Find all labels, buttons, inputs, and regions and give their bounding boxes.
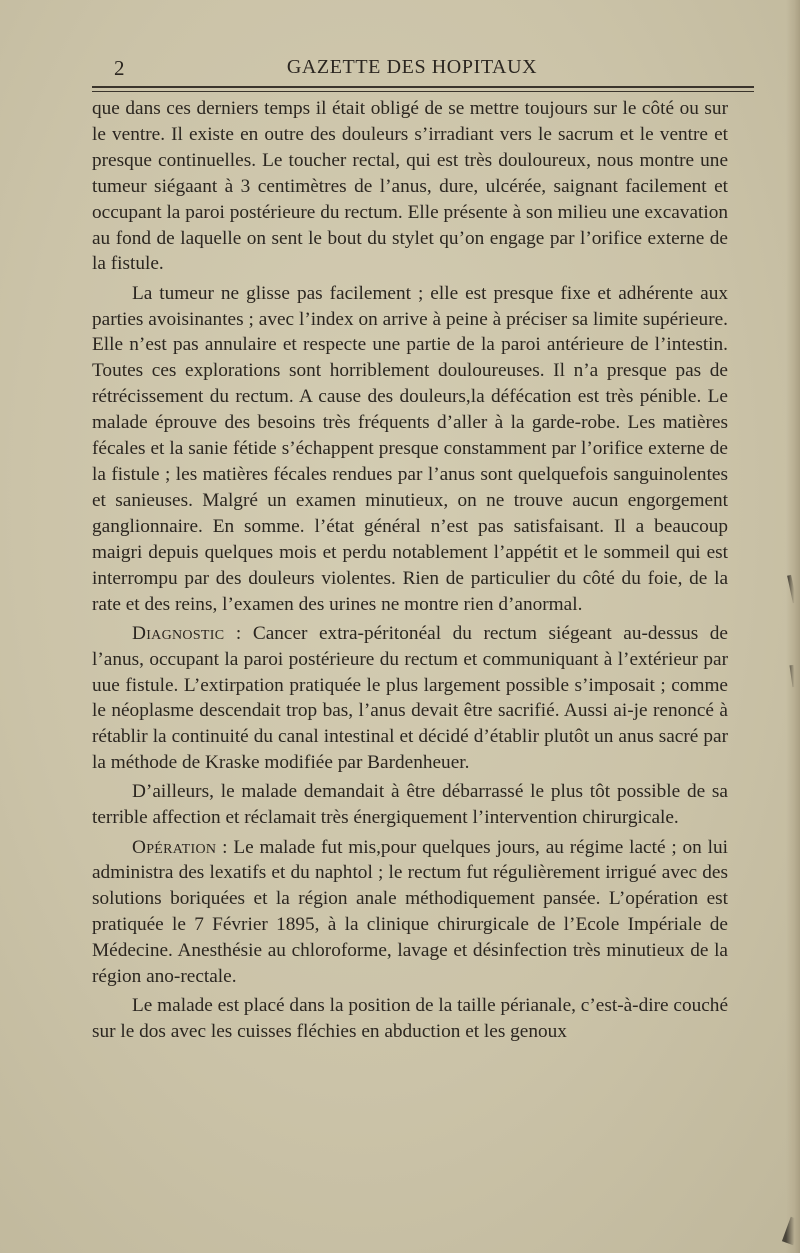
page-edge-shadow [786, 0, 800, 1253]
paragraph-text: : Le malade fut mis,pour quelques jours, au régime lacté ; on lui administra des lexatifs et du naphtol ; le rectum fut régulièrement irrigué avec des solutions boriquées et la région anale méthodiquement pansée. L’opération est pratiquée le 7 Février 1895, à la clinique chirurgicale de l’Ecole Impériale de Médecine. Anesthésie au chloroforme, lavage et désinfection très minutieux de la région ano-rectale. [92, 836, 728, 988]
paragraph [92, 779, 728, 831]
running-title: GAZETTE DES HOPITAUX [286, 56, 538, 78]
page-header [92, 52, 732, 86]
paragraph [92, 281, 728, 618]
paragraph-text: : Cancer extra-péritonéal du rectum siégeant au-dessus de l’anus, occupant la paroi postérieure du rectum et communiquant à l’extérieur par uue fistule. L’extirpation pratiquée le plus largement possible s’imposait ; comme le néoplasme descendait trop bas, l’anus devait être sacrifié. Aussi ai-je renoncé à rétablir la continuité du canal intestinal et décidé d’établir plutôt un anus sacré par la méthode de Kraske modifiée par Bardenheuer. [92, 622, 728, 774]
paragraph-diagnostic [92, 621, 728, 776]
paragraph-continued [92, 96, 728, 277]
paragraph [92, 993, 728, 1045]
section-label-diagnostic: Diagnostic [132, 622, 225, 644]
paragraph-text: Le malade est placé dans la position de la taille périanale, c’est-à-dire couché sur le dos avec les cuisses fléchies en abduction et les genoux [92, 995, 728, 1043]
body-text [92, 96, 728, 1045]
page-number: 2 [114, 56, 125, 80]
paragraph-text: D’ailleurs, le malade demandait à être débarrassé le plus tôt possible de sa terrible affection et réclamait très énergiquement l’intervention chirurgicale. [92, 781, 728, 829]
header-rule-thick [92, 86, 754, 88]
section-label-operation: Opération [132, 836, 217, 858]
paragraph-operation [92, 835, 728, 990]
paragraph-text: que dans ces derniers temps il était obligé de se mettre toujours sur le côté ou sur le ventre. Il existe en outre des douleurs s’irradiant vers le sacrum et le ventre et presque continuelles. Le toucher rectal, qui est très douloureux, nous montre une tumeur siégaant à 3 centimètres de l’anus, dure, ulcérée, saignant facilement et occupant la paroi postérieure du rectum. Elle présente à son milieu une excavation au fond de laquelle on sent le bout du stylet qu’on engage par l’orifice externe de la fistule. [92, 98, 728, 275]
header-rule-thin [92, 91, 754, 92]
paragraph-text: La tumeur ne glisse pas facilement ; elle est presque fixe et adhérente aux parties avoisinantes ; avec l’index on arrive à peine à préciser sa limite supérieure. Elle n’est pas annulaire et respecte une partie de la paroi antérieure de l’intestin. Toutes ces explorations sont horriblement douloureuses. Il n’a presque pas de rétrécissement du rectum. A cause des douleurs,la défécation est très pénible. Le malade éprouve des besoins très fréquents d’aller à la garde-robe. Les matières fécales et la sanie fétide s’échappent presque constamment par l’orifice externe de la fistule ; les matières fécales rendues par l’anus sont quelquefois sanguinolentes et sanieuses. Malgré un examen minutieux, on ne trouve aucun engorgement ganglionnaire. En somme. l’état général n’est pas satisfaisant. Il a beaucoup maigri depuis quelques mois et perdu notablement l’appétit et le sommeil qui est interrompu par des douleurs violentes. Rien de particulier du côté du foie, de la rate et des reins, l’examen des urines ne montre rien d’anormal. [92, 282, 728, 615]
